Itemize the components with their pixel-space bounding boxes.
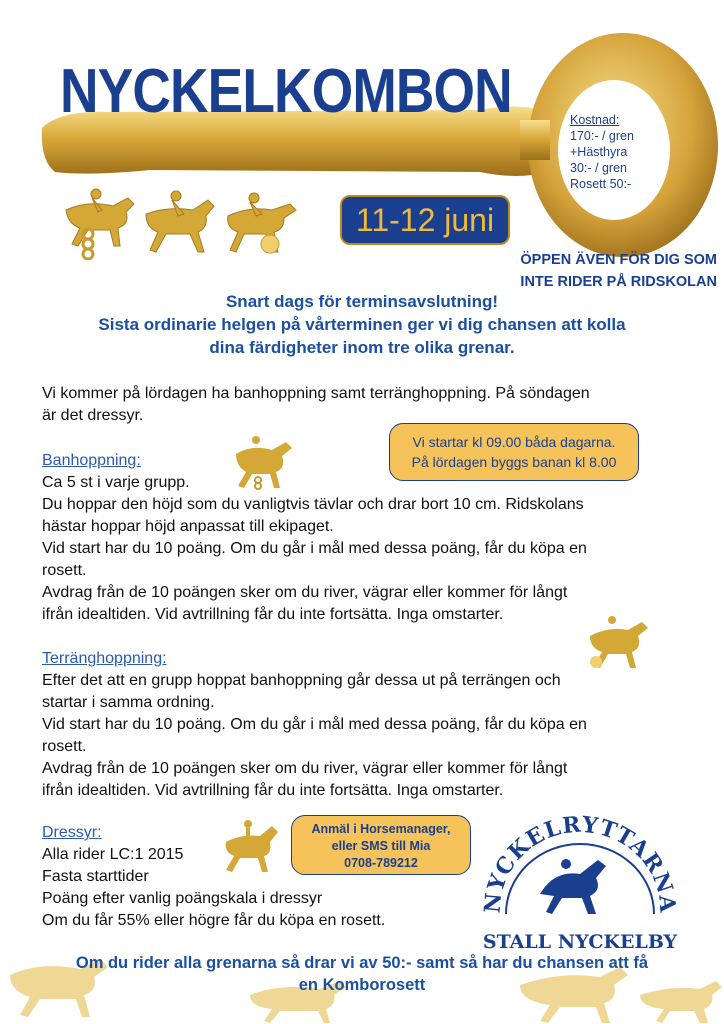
schedule-line: är det dressyr. <box>42 407 144 424</box>
jumping-horses-illustration <box>58 180 308 260</box>
section-line: Vid start har du 10 poäng. Om du går i mål med dessa poäng, får du köpa en <box>42 540 587 557</box>
schedule-text <box>42 383 682 427</box>
dressyr-heading: Dressyr: <box>42 824 102 841</box>
section-line: ifrån idealtiden. Vid avtrillning får du inte fortsätta. Inga omstarter. <box>42 606 504 623</box>
signup-line: 0708-789212 <box>344 856 418 870</box>
intro-line: Sista ordinarie helgen på vårterminen ger vi dig chansen att kolla <box>98 315 626 334</box>
section-line: rosett. <box>42 562 87 579</box>
section-line: Efter det att en grupp hoppat banhoppning går dessa ut på terrängen och <box>42 672 561 689</box>
section-line: Poäng efter vanlig poängskala i dressyr <box>42 890 323 907</box>
intro-text <box>30 290 694 359</box>
section-line: Du hoppar den höjd som du vanligtvis tävlar och drar bort 10 cm. Ridskolans <box>42 496 584 513</box>
cost-line: 30:- / gren <box>570 161 627 175</box>
open-notice-line: INTE RIDER PÅ RIDSKOLAN <box>520 274 717 290</box>
signup-line: eller SMS till Mia <box>331 839 431 853</box>
section-line: Fasta starttider <box>42 868 149 885</box>
section-line: Om du får 55% eller högre får du köpa en rosett. <box>42 912 386 929</box>
section-line: ifrån idealtiden. Vid avtrillning får du inte fortsätta. Inga omstarter. <box>42 782 504 799</box>
open-notice-line: ÖPPEN ÄVEN FÖR DIG SOM <box>520 252 717 268</box>
section-line: Avdrag från de 10 poängen sker om du river, vägrar eller kommer för långt <box>42 584 568 601</box>
cost-heading: Kostnad: <box>570 113 620 127</box>
date-badge: 11-12 juni <box>340 195 510 245</box>
section-line: Vid start har du 10 poäng. Om du går i mål med dessa poäng, får du köpa en <box>42 716 587 733</box>
page-title: NYCKELKOMBON <box>60 57 512 126</box>
footer-offer <box>30 952 694 996</box>
banhoppning-section <box>42 450 682 626</box>
signup-line: Anmäl i Horsemanager, <box>311 822 451 836</box>
cost-line: +Hästhyra <box>570 145 628 159</box>
open-notice <box>472 249 717 293</box>
footer-line: en Komborosett <box>298 976 426 994</box>
section-line: Alla rider LC:1 2015 <box>42 846 184 863</box>
intro-line: dina färdigheter inom tre olika grenar. <box>209 338 515 357</box>
section-line: hästar hoppar höjd anpassat till ekipaget. <box>42 518 334 535</box>
section-line: Avdrag från de 10 poängen sker om du river, vägrar eller kommer för långt <box>42 760 568 777</box>
club-logo <box>470 790 690 958</box>
signup-info <box>291 815 471 875</box>
start-note-line: På lördagen byggs banan kl 8.00 <box>411 454 617 470</box>
intro-line: Snart dags för terminsavslutning! <box>225 292 499 311</box>
footer-line: Om du rider alla grenarna så drar vi av 50:- samt så har du chansen att få <box>75 954 649 972</box>
cost-line: 170:- / gren <box>570 129 634 143</box>
section-line: startar i samma ordning. <box>42 694 215 711</box>
terranghoppning-heading: Terränghoppning: <box>42 650 167 667</box>
start-note-line: Vi startar kl 09.00 båda dagarna. <box>412 434 616 450</box>
svg-text:NYCKELRYTTARNA: NYCKELRYTTARNA <box>479 811 681 915</box>
banhoppning-heading: Banhoppning: <box>42 452 141 469</box>
logo-arc-label: STALL NYCKELBY <box>482 931 678 953</box>
cost-line: Rosett 50:- <box>570 177 632 191</box>
section-line: rosett. <box>42 738 87 755</box>
section-line: Ca 5 st i varje grupp. <box>42 474 190 491</box>
cost-info <box>570 112 634 192</box>
schedule-line: Vi kommer på lördagen ha banhoppning samt terränghoppning. På söndagen <box>42 385 590 402</box>
terranghoppning-section <box>42 648 682 802</box>
